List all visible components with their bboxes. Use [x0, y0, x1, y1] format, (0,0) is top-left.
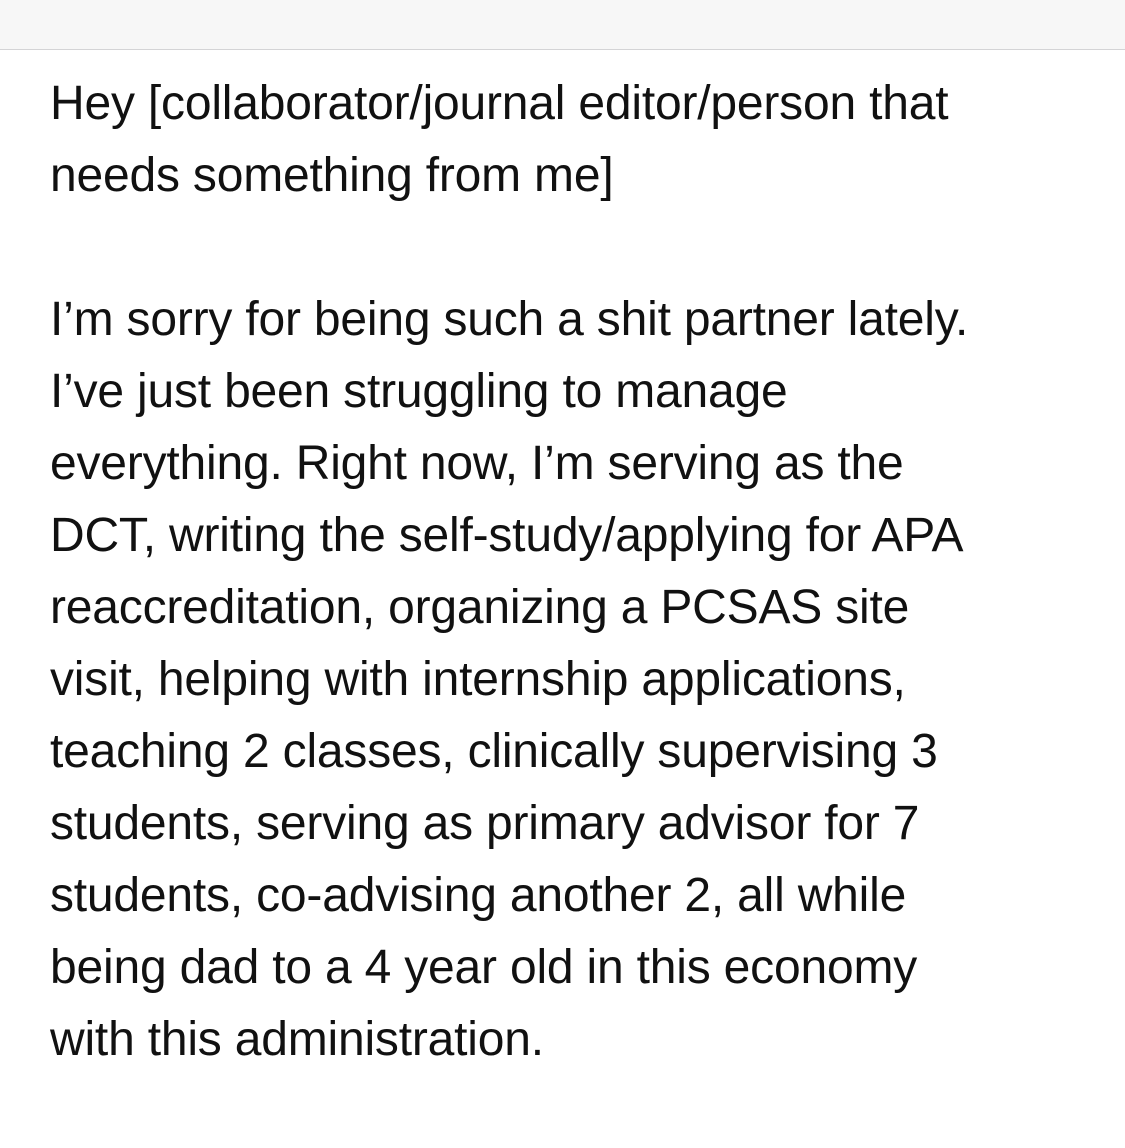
top-toolbar: [0, 0, 1125, 50]
body-line: teaching 2 classes, clinically supervising 3: [50, 725, 938, 778]
greeting-line: needs something from me]: [50, 149, 614, 202]
body-line: students, co-advising another 2, all while: [50, 869, 907, 922]
body-line: being dad to a 4 year old in this economy: [50, 941, 918, 994]
body-line: everything. Right now, I’m serving as the: [50, 437, 904, 490]
body-line: reaccreditation, organizing a PCSAS site: [50, 581, 910, 634]
body-line: DCT, writing the self-study/applying for APA: [50, 509, 964, 562]
greeting-line: Hey [collaborator/journal editor/person that: [50, 77, 949, 130]
body-line: visit, helping with internship applications,: [50, 653, 906, 706]
body-line: I’ve just been struggling to manage: [50, 365, 788, 418]
body-line: students, serving as primary advisor for 7: [50, 797, 920, 850]
blank-line: [50, 212, 1090, 284]
body-line: I’m sorry for being such a shit partner lately.: [50, 293, 969, 346]
note-text-area[interactable]: [50, 68, 1090, 1076]
body-line: with this administration.: [50, 1013, 544, 1066]
